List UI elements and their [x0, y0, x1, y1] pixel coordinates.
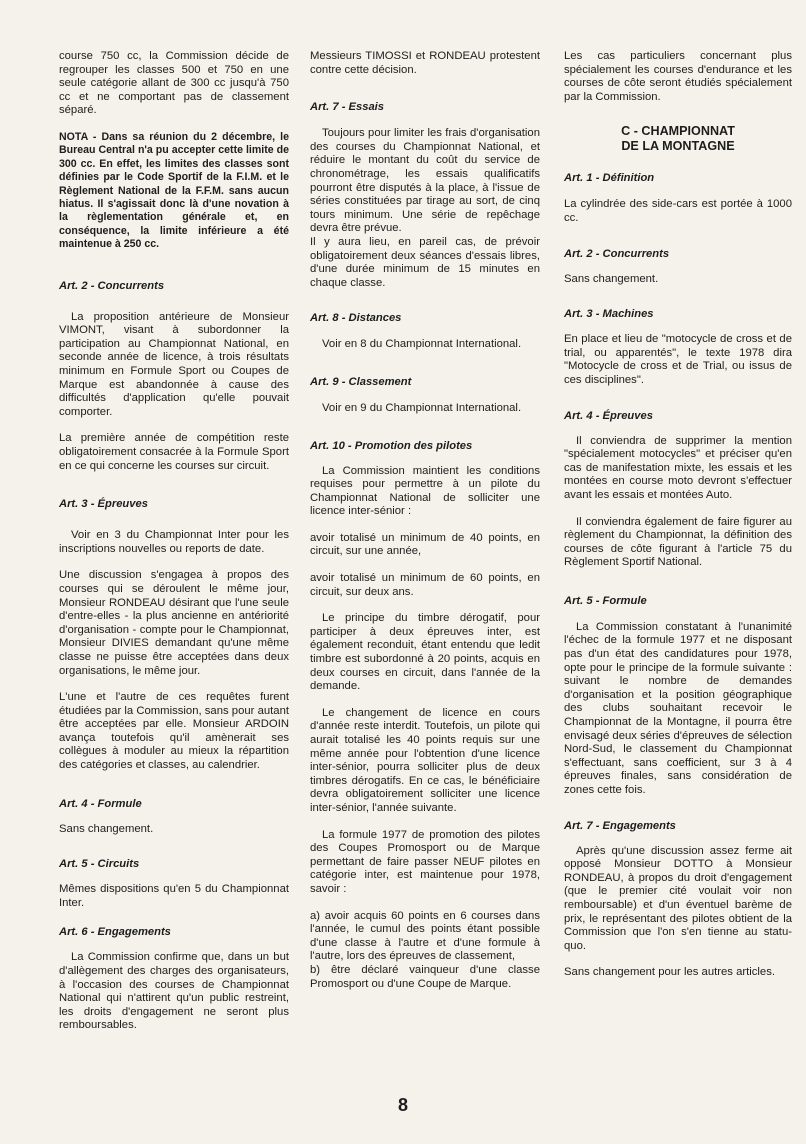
paragraph: Le principe du timbre dérogatif, pour participer à deux épreuves inter, est également reconduit, étant entendu que ledit timbre est subordonné à 20 points, acquis en deux courses en circuit, dans l'année de la demande. — [310, 612, 540, 693]
article-heading: Art. 9 - Classement — [310, 375, 412, 388]
paragraph: Sans changement pour les autres articles. — [564, 966, 775, 979]
article-heading: Art. 10 - Promotion des pilotes — [310, 439, 473, 452]
paragraph: Voir en 8 du Championnat International. — [322, 338, 522, 351]
article-heading: Art. 5 - Circuits — [59, 858, 140, 871]
paragraph: La formule 1977 de promotion des pilotes des Coupes Promosport ou de Marque permettant de faire passer NEUF pilotes en catégorie inter, est maintenue pour 1978, savoir : — [310, 828, 540, 895]
paragraph: La Commission maintient les conditions requises pour permettre à un pilote du Championnat National de solliciter une licence inter-sénior : — [310, 464, 540, 518]
article-heading: Art. 4 - Épreuves — [564, 409, 653, 422]
article-heading: Art. 2 - Concurrents — [564, 247, 670, 260]
paragraph: La première année de compétition reste obligatoirement consacrée à la Formule Sport en ce qui concerne les courses sur circuit. — [59, 432, 289, 472]
paragraph: Il y aura lieu, en pareil cas, de prévoir obligatoirement deux séances d'essais libres, d'une durée minimum de 15 minutes en chaque classe. — [310, 235, 540, 289]
article-heading: Art. 8 - Distances — [310, 312, 402, 325]
article-heading: Art. 1 - Définition — [564, 172, 655, 185]
paragraph: La cylindrée des side-cars est portée à 1000 cc. — [564, 198, 792, 224]
paragraph: course 750 cc, la Commission décide de regrouper les classes 500 et 750 en une seule catégorie allant de 300 cc jusqu'à 750 cc et ne comportant pas de classement séparé. — [59, 50, 289, 117]
paragraph: La Commission constatant à l'unanimité l'échec de la formule 1977 et ne disposant pas d'un état des candidatures pour 1978, opte pour le principe de la formule suivante : suivant le nombre de demandes d'organisation et la position géographique des clubs souhaitant recevoir le Championnat de la Montagne, il pourra être envisagé deux séries d'épreuves de sélection Nord-Sud, le classement du Championnat s'effectuant, sans coefficient, sur 3 à 4 épreuves finales, sans considération de zones cette fois. — [564, 620, 792, 796]
article-heading: Art. 6 - Engagements — [59, 926, 171, 939]
column-2 — [310, 50, 540, 991]
paragraph: La Commission confirme que, dans un but d'allègement des charges des organisateurs, à l'occasion des courses de Championnat National qui n'attirent qu'un public restreint, les droits d'engagement ne seront plus remboursables. — [59, 951, 289, 1032]
article-heading: Art. 3 - Machines — [564, 308, 654, 321]
article-heading: Art. 2 - Concurrents — [59, 279, 165, 292]
article-heading: Art. 3 - Épreuves — [59, 498, 148, 511]
paragraph: b) être déclaré vainqueur d'une classe Promosport ou d'une Coupe de Marque. — [310, 963, 540, 990]
section-heading — [564, 124, 792, 154]
article-heading: Art. 4 - Formule — [59, 797, 142, 810]
paragraph: a) avoir acquis 60 points en 6 courses dans l'année, le cumul des points étant possible d'une classe à l'autre et d'une formule à l'autre, lors des épreuves de classement, — [310, 909, 540, 963]
paragraph: Messieurs TIMOSSI et RONDEAU protestent contre cette décision. — [310, 50, 540, 76]
nota-paragraph: NOTA - Dans sa réunion du 2 décembre, le Bureau Central n'a pu accepter cette limite de 300 cc. En effet, les limites des classes sont définies par le Code Sportif de la F.I.M. et le Règlement National de la F.F.M. sans aucun hiatus. Il s'agissait donc là d'une novation à la règlementation générale et, en conséquence, la limite inférieure a été maintenue à 250 cc. — [59, 130, 289, 251]
paragraph: La proposition antérieure de Monsieur VIMONT, visant à subordonner la participation au Championnat National, en seconde année de licence, à trois résultats minimum en Formule Sport ou Coupes de Marque est abandonnée à cause des difficultés d'application qu'elle pouvait comporter. — [59, 310, 289, 418]
paragraph: Voir en 3 du Championnat Inter pour les inscriptions nouvelles ou reports de date. — [59, 529, 289, 555]
paragraph: Le changement de licence en cours d'année reste interdit. Toutefois, un pilote qui aurait totalisé les 40 points requis sur une même année pour l'obtention d'une licence inter-sénior, pourra solliciter plus de deux timbres dérogatifs. En ce cas, le bénéficiaire devra obligatoirement solliciter une licence inter-sénior, l'année suivante. — [310, 706, 540, 814]
column-3 — [564, 50, 792, 980]
paragraph: avoir totalisé un minimum de 40 points, en circuit, sur une année, — [310, 531, 540, 558]
paragraph: Il conviendra de supprimer la mention "spécialement motocycles" et préciser qu'en cas de manifestation mixte, les essais et les montées en course moto devront s'effectuer avant les essais et montées Auto. — [564, 434, 792, 501]
article-heading: Art. 7 - Engagements — [564, 819, 676, 832]
paragraph: L'une et l'autre de ces requêtes furent étudiées par la Commission, sans pour autant être acceptées par elle. Monsieur ARDOIN avança toutefois qu'il amènerait ses collègues à moduler au mieux la répartition des catégories et classes, au calendrier. — [59, 691, 289, 772]
paragraph: Sans changement. — [564, 272, 659, 285]
column-1 — [59, 50, 289, 1033]
article-heading: Art. 5 - Formule — [564, 594, 647, 607]
paragraph: Sans changement. — [59, 822, 154, 835]
paragraph: avoir totalisé un minimum de 60 points, en circuit, sur deux ans. — [310, 572, 540, 598]
paragraph: Après qu'une discussion assez ferme ait opposé Monsieur DOTTO à Monsieur RONDEAU, à propos du droit d'engagement (que le premier cité voulait voir non remboursable) et d'un éventuel barème de prix, le représentant des pilotes obtient de la Commission que l'on s'en tienne au statu-quo. — [564, 844, 792, 952]
section-title-line: DE LA MONTAGNE — [621, 139, 735, 154]
paragraph: Les cas particuliers concernant plus spécialement les courses d'endurance et les courses de côte seront étudiés spécialement par la Commission. — [564, 50, 792, 103]
page-number: 8 — [397, 1095, 408, 1115]
section-title-line: C - CHAMPIONNAT — [621, 124, 735, 139]
paragraph: Mêmes dispositions qu'en 5 du Championnat Inter. — [59, 883, 289, 909]
paragraph: Voir en 9 du Championnat International. — [322, 401, 522, 414]
paragraph: En place et lieu de "motocycle de cross et de trial, ou apparentés", le texte 1978 dira "Motocycle de cross et de Trial, ou issus de ces disciplines". — [564, 333, 792, 386]
paragraph: Une discussion s'engagea à propos des courses qui se déroulent le même jour, Monsieur RONDEAU désirant que l'une seule d'entre-elles - la plus ancienne en antériorité d'organisation - compte pour le Championnat, Monsieur DIVIES demandant qu'une même classe ne puisse être acceptées dans deux organisations, le même jour. — [59, 569, 289, 677]
paragraph: Toujours pour limiter les frais d'organisation des courses du Championnat National, et réduire le montant du coût du service de chronométrage, les essais qualificatifs pourront être disputés à la place, à l'issue de séries constituées par tirage au sort, de cinq tours minimum. Une série de repêchage devra être prévue. — [310, 127, 540, 235]
article-heading: Art. 7 - Essais — [310, 101, 384, 114]
paragraph: Il conviendra également de faire figurer au règlement du Championnat, la définition des courses de côte figurant à l'article 75 du Règlement Sportif National. — [564, 515, 792, 569]
